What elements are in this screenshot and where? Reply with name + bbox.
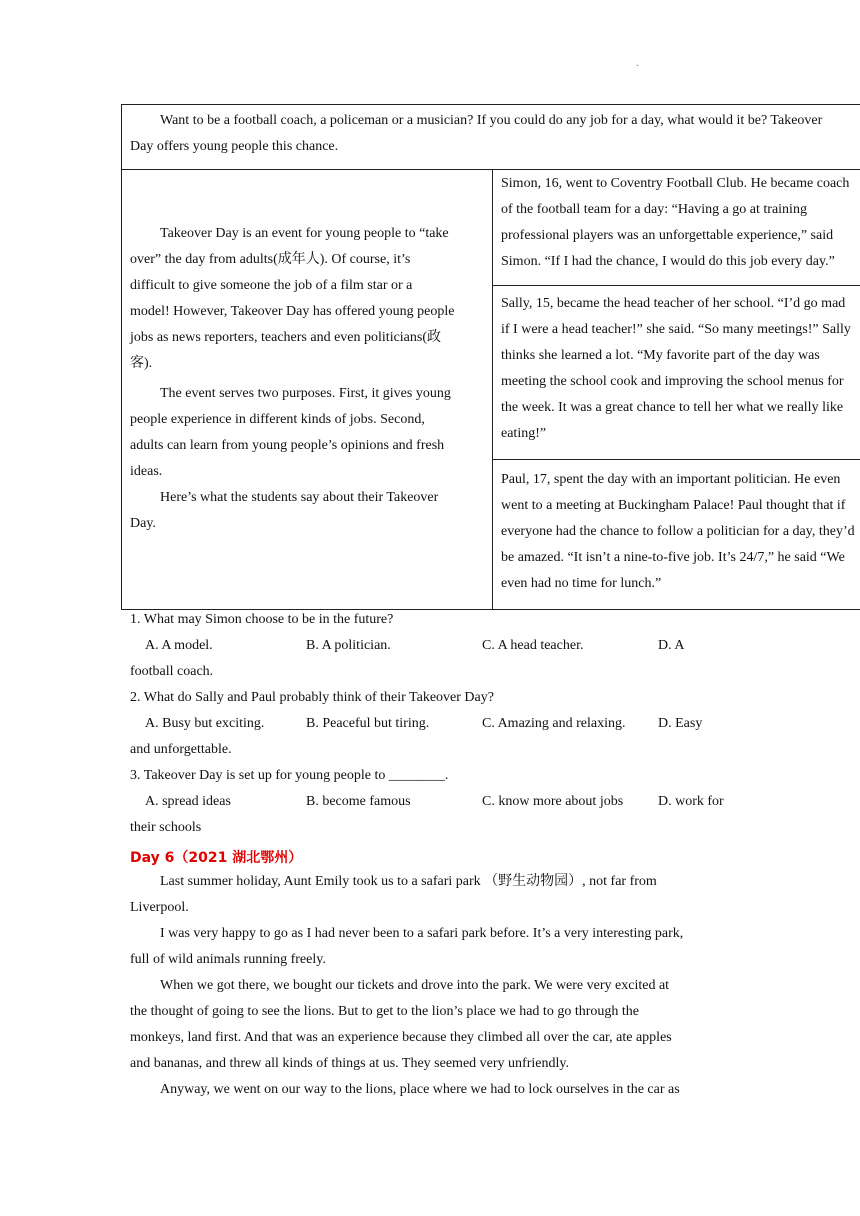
passage-line: Liverpool. xyxy=(130,900,189,915)
option-b: B. Peaceful but tiring. xyxy=(306,716,430,731)
paul-line: went to a meeting at Buckingham Palace! Paul thought that if xyxy=(501,498,846,513)
option-wrap: their schools xyxy=(130,820,202,835)
option-b: B. A politician. xyxy=(306,638,391,653)
simon-line: Simon. “If I had the chance, I would do this job every day.” xyxy=(501,254,835,269)
left-p2-line: ideas. xyxy=(130,464,163,479)
paul-line: even had no time for lunch.” xyxy=(501,576,662,591)
left-p3-line: Here’s what the students say about their Takeover xyxy=(160,490,439,505)
left-p2-line: people experience in different kinds of jobs. Second, xyxy=(130,412,425,427)
intro-line-2: Day offers young people this chance. xyxy=(130,139,339,154)
left-p2-line: adults can learn from young people’s opinions and fresh xyxy=(130,438,445,453)
left-p1-line: model! However, Takeover Day has offered young people xyxy=(130,304,455,319)
left-p1-line: 客). xyxy=(130,356,153,371)
option-c: C. Amazing and relaxing. xyxy=(482,716,626,731)
sally-line: Sally, 15, became the head teacher of her school. “I’d go mad xyxy=(501,296,846,311)
sally-line: if I were a head teacher!” she said. “So many meetings!” Sally xyxy=(501,322,851,337)
paul-line: Paul, 17, spent the day with an important politician. He even xyxy=(501,472,841,487)
passage-line: full of wild animals running freely. xyxy=(130,952,326,967)
sally-line: eating!” xyxy=(501,426,547,441)
simon-line: of the football team for a day: “Having a go at training xyxy=(501,202,807,217)
intro-box xyxy=(121,104,860,170)
passage-line: I was very happy to go as I had never been to a safari park before. It’s a very interesting park, xyxy=(160,926,684,941)
left-p3-line: Day. xyxy=(130,516,156,531)
passage-line: the thought of going to see the lions. But to get to the lion’s place we had to go through the xyxy=(130,1004,639,1019)
passage-line: monkeys, land first. And that was an experience because they climbed all over the car, ate apples xyxy=(130,1030,672,1045)
passage-line: and bananas, and threw all kinds of things at us. They seemed very unfriendly. xyxy=(130,1056,569,1071)
option-c: C. A head teacher. xyxy=(482,638,584,653)
passage-line: Last summer holiday, Aunt Emily took us to a safari park （野生动物园）, not far from xyxy=(160,874,657,889)
paul-line: everyone had the chance to follow a politician for a day, they’d xyxy=(501,524,855,539)
question-stem: 1. What may Simon choose to be in the future? xyxy=(130,612,394,627)
left-p1-line: difficult to give someone the job of a film star or a xyxy=(130,278,413,293)
left-p2-line: The event serves two purposes. First, it gives young xyxy=(160,386,451,401)
question-stem: 3. Takeover Day is set up for young people to ________. xyxy=(130,768,449,783)
passage-line: When we got there, we bought our tickets and drove into the park. We were very excited at xyxy=(160,978,670,993)
option-wrap: and unforgettable. xyxy=(130,742,232,757)
left-column-cell xyxy=(121,169,493,610)
simon-line: professional players was an unforgettable experience,” said xyxy=(501,228,834,243)
sally-paragraph xyxy=(501,291,851,447)
option-a: A. Busy but exciting. xyxy=(145,716,265,731)
sally-line: meeting the school cook and improving the school menus for xyxy=(501,374,844,389)
option-c: C. know more about jobs xyxy=(482,794,624,809)
left-p1-line: over” the day from adults(成年人). Of course, it’s xyxy=(130,252,411,267)
reading-passage xyxy=(130,869,683,1103)
simon-line: Simon, 16, went to Coventry Football Club. He became coach xyxy=(501,176,850,191)
question-stem: 2. What do Sally and Paul probably think of their Takeover Day? xyxy=(130,690,494,705)
option-d: D. Easy xyxy=(658,716,703,731)
option-d: D. work for xyxy=(658,794,724,809)
sally-line: thinks she learned a lot. “My favorite part of the day was xyxy=(501,348,820,363)
passage-line: Anyway, we went on our way to the lions, place where we had to lock ourselves in the car as xyxy=(160,1082,680,1097)
paul-paragraph xyxy=(501,467,855,597)
simon-paragraph xyxy=(501,171,849,275)
option-a: A. A model. xyxy=(145,638,213,653)
intro-line-1: Want to be a football coach, a policeman or a musician? If you could do any job for a day, what would it be? Takeover xyxy=(160,113,823,128)
sally-line: the week. It was a great chance to tell her what we really like xyxy=(501,400,844,415)
option-d: D. A xyxy=(658,638,685,653)
paul-line: be amazed. “It isn’t a nine-to-five job. It’s 24/7,” he said “We xyxy=(501,550,845,565)
left-column-text xyxy=(130,221,455,537)
row-divider xyxy=(492,285,860,286)
left-p1-line: Takeover Day is an event for young people to “take xyxy=(160,226,449,241)
option-b: B. become famous xyxy=(306,794,411,809)
header-dot: . xyxy=(636,58,639,69)
option-a: A. spread ideas xyxy=(145,794,231,809)
option-wrap: football coach. xyxy=(130,664,214,679)
row-divider xyxy=(492,459,860,460)
section-heading: Day 6（2021 湖北鄂州） xyxy=(130,850,303,866)
left-p1-line: jobs as news reporters, teachers and even politicians(政 xyxy=(130,330,442,345)
